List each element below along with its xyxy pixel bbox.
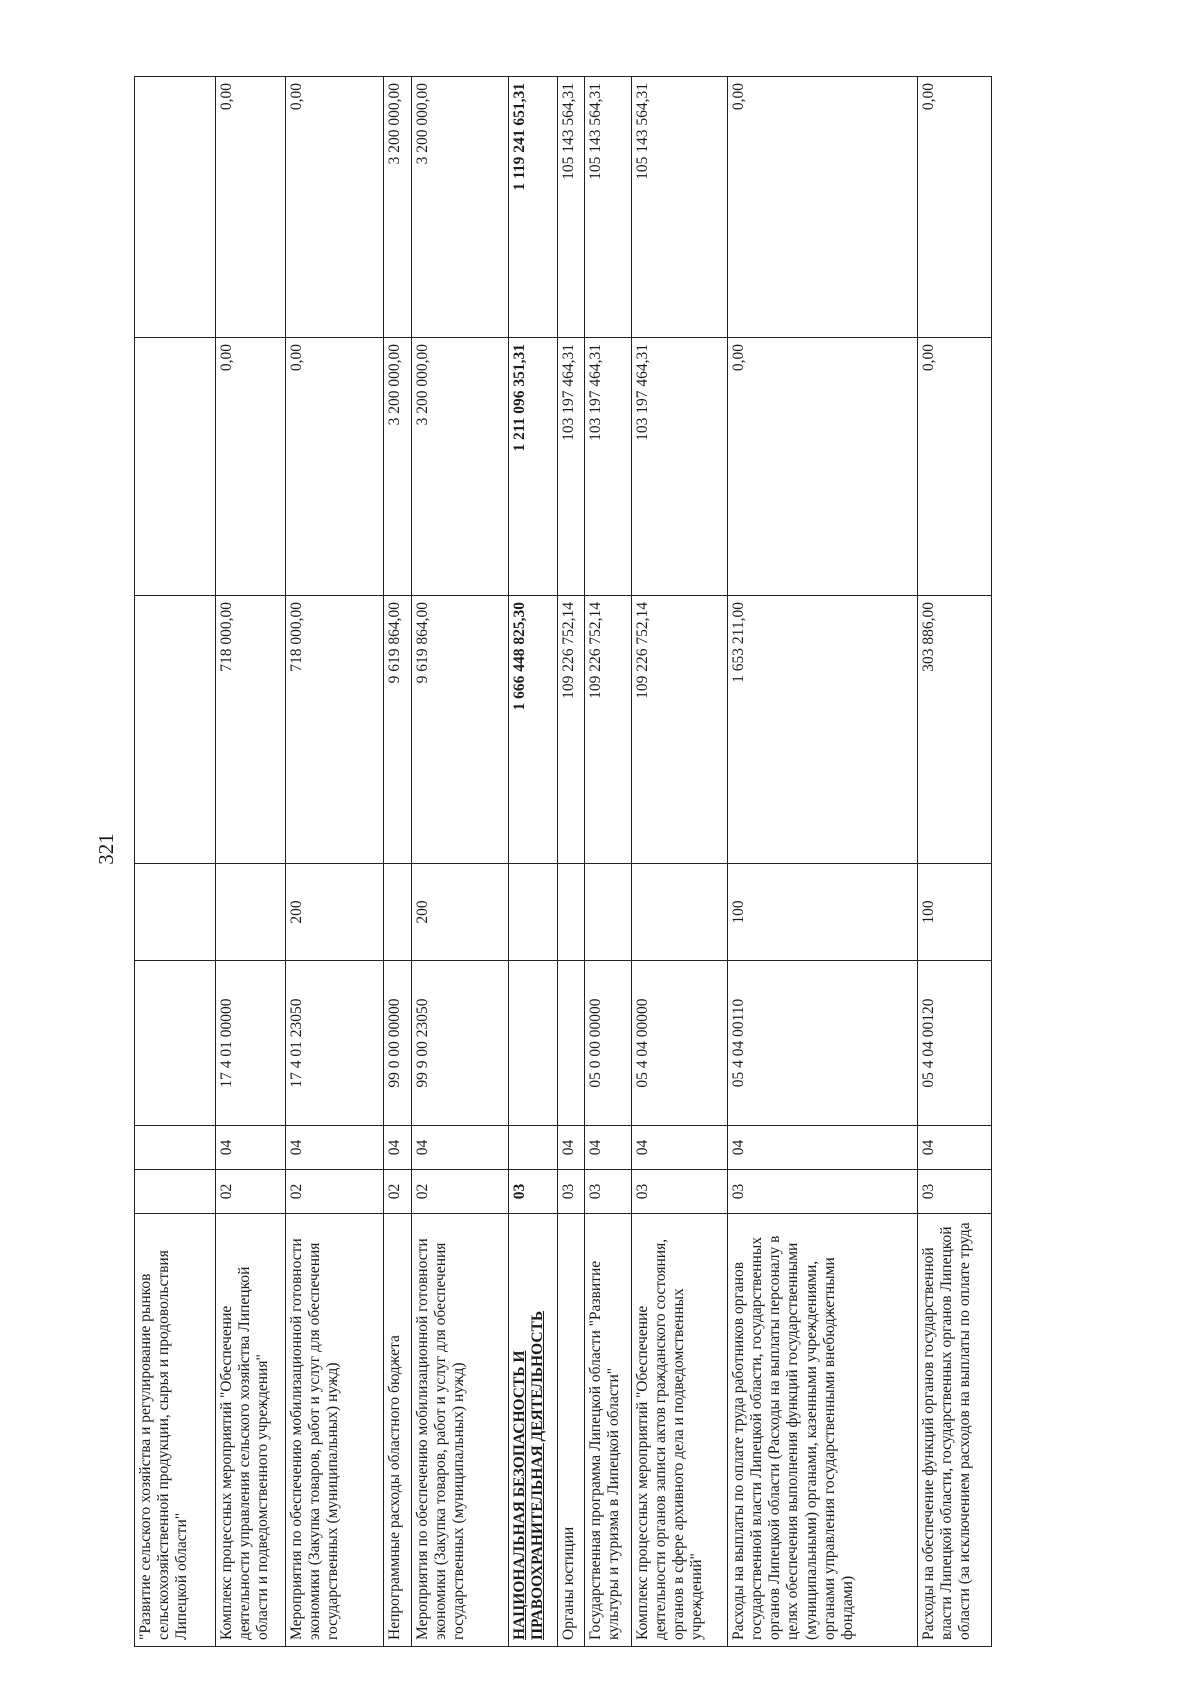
subsection-code: 04 (728, 1126, 918, 1170)
target-article-code: 99 0 00 00000 (384, 961, 412, 1126)
amount-year-2: 0,00 (918, 338, 992, 596)
expense-type-code (135, 864, 216, 961)
section-code: 02 (216, 1170, 286, 1214)
row-name: Органы юстиции (558, 1214, 585, 1647)
expense-type-code: 200 (286, 864, 384, 961)
target-article-code: 99 9 00 23050 (412, 961, 509, 1126)
section-code: 03 (632, 1170, 728, 1214)
amount-year-1: 109 226 752,14 (632, 596, 728, 864)
section-code: 03 (509, 1170, 558, 1214)
subsection-code: 04 (286, 1126, 384, 1170)
amount-year-3: 1 119 241 651,31 (509, 77, 558, 338)
amount-year-1: 718 000,00 (216, 596, 286, 864)
page-number: 321 (94, 833, 118, 865)
table-row (135, 77, 216, 1647)
amount-year-3: 0,00 (216, 77, 286, 338)
row-name: Расходы на обеспечение функций органов государственной власти Липецкой области, государственных органов Липецкой области (за исключением расходов на выплаты по оплате труда (918, 1214, 992, 1647)
amount-year-2: 3 200 000,00 (412, 338, 509, 596)
section-code: 03 (918, 1170, 992, 1214)
expense-type-code (632, 864, 728, 961)
rotated-table-page (134, 77, 1094, 1647)
amount-year-2: 0,00 (286, 338, 384, 596)
table-row-section-total (509, 77, 558, 1647)
amount-year-3: 3 200 000,00 (412, 77, 509, 338)
amount-year-3: 105 143 564,31 (632, 77, 728, 338)
expense-type-code: 100 (728, 864, 918, 961)
expense-type-code (384, 864, 412, 961)
target-article-code (509, 961, 558, 1126)
row-name: НАЦИОНАЛЬНАЯ БЕЗОПАСНОСТЬ И ПРАВООХРАНИТЕЛЬНАЯ ДЕЯТЕЛЬНОСТЬ (509, 1214, 558, 1647)
amount-year-3: 0,00 (918, 77, 992, 338)
subsection-code: 04 (384, 1126, 412, 1170)
section-code: 03 (728, 1170, 918, 1214)
section-code: 03 (585, 1170, 632, 1214)
expense-type-code (216, 864, 286, 961)
amount-year-3 (135, 77, 216, 338)
subsection-code: 04 (558, 1126, 585, 1170)
target-article-code: 05 4 04 00000 (632, 961, 728, 1126)
row-name: Мероприятия по обеспечению мобилизационной готовности экономики (Закупка товаров, работ и услуг для обеспечения государственных (муниципальных) нужд) (286, 1214, 384, 1647)
budget-table (134, 76, 992, 1647)
amount-year-2: 0,00 (728, 338, 918, 596)
subsection-code: 04 (585, 1126, 632, 1170)
amount-year-3: 0,00 (286, 77, 384, 338)
amount-year-2: 103 197 464,31 (632, 338, 728, 596)
target-article-code: 05 4 04 00110 (728, 961, 918, 1126)
expense-type-code (558, 864, 585, 961)
section-code: 02 (286, 1170, 384, 1214)
table-row (412, 77, 509, 1647)
target-article-code (135, 961, 216, 1126)
expense-type-code (509, 864, 558, 961)
target-article-code: 17 4 01 23050 (286, 961, 384, 1126)
amount-year-1 (135, 596, 216, 864)
table-row (286, 77, 384, 1647)
expense-type-code (585, 864, 632, 961)
row-name: Расходы на выплаты по оплате труда работников органов государственной власти Липецкой области, государственных органов Липецкой области (Расходы на выплаты персоналу в целях обеспечения выполнения функций государственными (муниципальными) органами, казенными учреждениями, органами управления государственными внебюджетными фондами) (728, 1214, 918, 1647)
amount-year-1: 718 000,00 (286, 596, 384, 864)
subsection-code: 04 (412, 1126, 509, 1170)
amount-year-2: 1 211 096 351,31 (509, 338, 558, 596)
amount-year-2: 103 197 464,31 (585, 338, 632, 596)
amount-year-1: 1 653 211,00 (728, 596, 918, 864)
target-article-code: 05 0 00 00000 (585, 961, 632, 1126)
amount-year-2: 103 197 464,31 (558, 338, 585, 596)
section-code: 02 (384, 1170, 412, 1214)
amount-year-3: 105 143 564,31 (585, 77, 632, 338)
table-row (216, 77, 286, 1647)
amount-year-3: 0,00 (728, 77, 918, 338)
target-article-code: 17 4 01 00000 (216, 961, 286, 1126)
amount-year-2: 0,00 (216, 338, 286, 596)
table-row (918, 77, 992, 1647)
amount-year-1: 9 619 864,00 (412, 596, 509, 864)
amount-year-1: 1 666 448 825,30 (509, 596, 558, 864)
amount-year-2 (135, 338, 216, 596)
row-name: "Развитие сельского хозяйства и регулирование рынков сельскохозяйственной продукции, сырья и продовольствия Липецкой области" (135, 1214, 216, 1647)
amount-year-3: 105 143 564,31 (558, 77, 585, 338)
subsection-code (509, 1126, 558, 1170)
table-row (585, 77, 632, 1647)
table-row (728, 77, 918, 1647)
table-row (632, 77, 728, 1647)
target-article-code (558, 961, 585, 1126)
section-code: 02 (412, 1170, 509, 1214)
amount-year-1: 109 226 752,14 (585, 596, 632, 864)
subsection-code: 04 (216, 1126, 286, 1170)
amount-year-1: 9 619 864,00 (384, 596, 412, 864)
amount-year-1: 109 226 752,14 (558, 596, 585, 864)
row-name: Государственная программа Липецкой области "Развитие культуры и туризма в Липецкой области" (585, 1214, 632, 1647)
expense-type-code: 100 (918, 864, 992, 961)
expense-type-code: 200 (412, 864, 509, 961)
amount-year-3: 3 200 000,00 (384, 77, 412, 338)
subsection-code (135, 1126, 216, 1170)
subsection-code: 04 (632, 1126, 728, 1170)
target-article-code: 05 4 04 00120 (918, 961, 992, 1126)
section-code (135, 1170, 216, 1214)
section-code: 03 (558, 1170, 585, 1214)
row-name: Непрограммные расходы областного бюджета (384, 1214, 412, 1647)
subsection-code: 04 (918, 1126, 992, 1170)
amount-year-1: 303 886,00 (918, 596, 992, 864)
row-name: Мероприятия по обеспечению мобилизационной готовности экономики (Закупка товаров, работ и услуг для обеспечения государственных (муниципальных) нужд) (412, 1214, 509, 1647)
row-name: Комплекс процессных мероприятий "Обеспечение деятельности органов записи актов гражданского состояния, органов в сфере архивного дела и подведомственных учреждений" (632, 1214, 728, 1647)
table-row (558, 77, 585, 1647)
table-row (384, 77, 412, 1647)
row-name: Комплекс процессных мероприятий "Обеспечение деятельности управления сельского хозяйства Липецкой области и подведомственного учреждения" (216, 1214, 286, 1647)
amount-year-2: 3 200 000,00 (384, 338, 412, 596)
